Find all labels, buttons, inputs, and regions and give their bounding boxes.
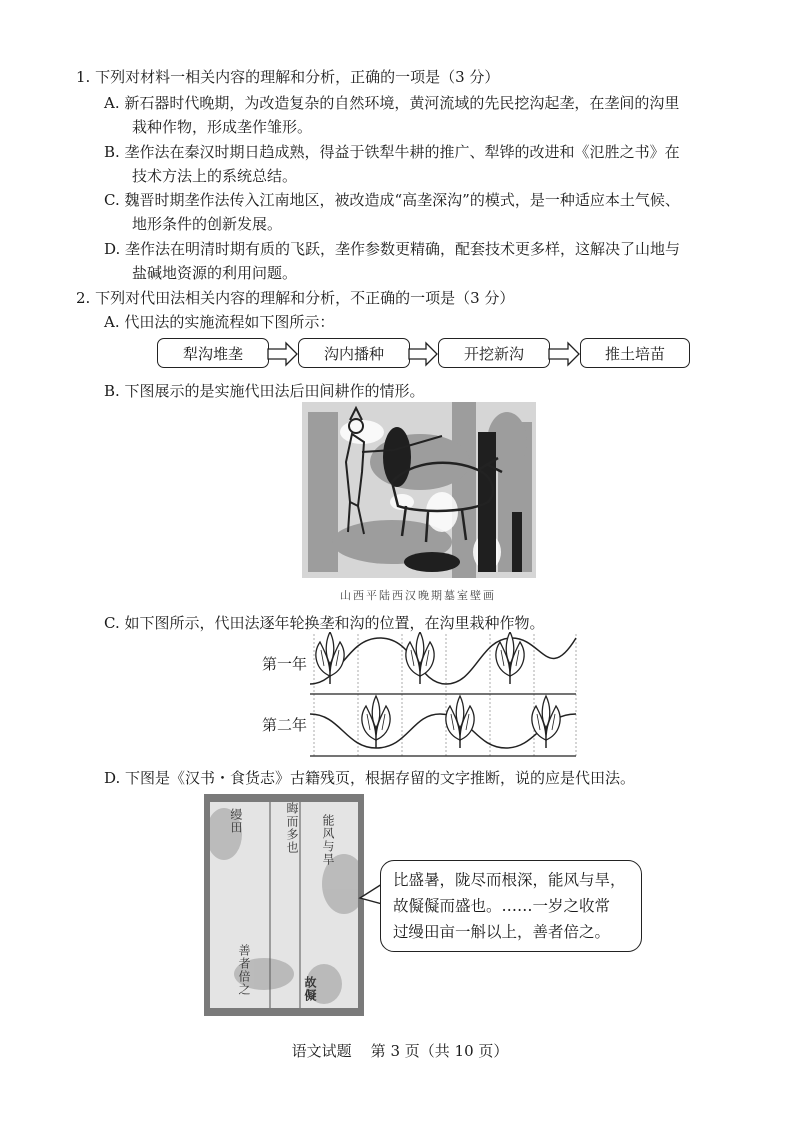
flow-step-4: 推土培苗 — [580, 338, 690, 368]
q2-option-d: D. 下图是《汉书・食货志》古籍残页，根据存留的文字推断，说的应是代田法。 — [104, 769, 636, 787]
fragment-text-5: 故儗 — [303, 976, 317, 1002]
flow-arrow-1 — [268, 343, 297, 365]
flow-arrows — [0, 338, 800, 370]
q2-option-b: B. 下图展示的是实施代田法后田间耕作的情形。 — [104, 382, 425, 400]
fragment-text-1: 缦田 — [229, 808, 243, 834]
fragment-text-3: 能风与旱 — [321, 814, 335, 866]
bubble-line-1: 比盛暑，陇尽而根深，能风与旱， — [393, 871, 626, 889]
q1-option-c-line1: C. 魏晋时期垄作法传入江南地区，被改造成“高垄深沟”的模式，是一种适应本土气候、 — [104, 191, 680, 209]
question-2-stem: 2. 下列对代田法相关内容的理解和分析，不正确的一项是（3 分） — [76, 289, 515, 307]
flow-step-2: 沟内播种 — [298, 338, 410, 368]
q1-option-a-line2: 栽种作物，形成垄作雏形。 — [132, 118, 313, 136]
year-1-plant-2 — [406, 632, 434, 684]
year-1-label: 第一年 — [262, 655, 308, 673]
year-2-row — [310, 696, 576, 756]
year-2-plant-1 — [362, 696, 390, 748]
flow-step-3: 开挖新沟 — [438, 338, 550, 368]
fragment-text-2: 晦而多也 — [285, 802, 299, 854]
flow-arrow-3 — [549, 343, 579, 365]
q1-option-d-line1: D. 垄作法在明清时期有质的飞跃，垄作参数更精确，配套技术更多样，这解决了山地与 — [104, 240, 681, 258]
q1-option-d-line2: 盐碱地资源的利用问题。 — [132, 264, 298, 282]
bubble-line-3: 过缦田亩一斛以上，善者倍之。 — [393, 923, 611, 941]
q1-option-c-line2: 地形条件的创新发展。 — [132, 215, 283, 233]
tomb-mural-image — [302, 402, 536, 578]
fragment-text-4: 善者倍之 — [237, 944, 251, 996]
q2-option-a: A. 代田法的实施流程如下图所示： — [104, 313, 335, 331]
year-1-plant-1 — [316, 632, 344, 684]
question-1-stem: 1. 下列对材料一相关内容的理解和分析，正确的一项是（3 分） — [76, 68, 500, 86]
year-2-plant-2 — [446, 696, 474, 748]
year-2-plant-3 — [532, 696, 560, 748]
q1-option-b-line2: 技术方法上的系统总结。 — [132, 167, 298, 185]
bubble-line-2: 故儗儗而盛也。……一岁之收常 — [393, 897, 611, 915]
year-1-row — [310, 632, 576, 694]
q1-option-b-line1: B. 垄作法在秦汉时期日趋成熟，得益于铁犁牛耕的推广、犁铧的改进和《氾胜之书》在 — [104, 143, 680, 161]
ridge-furrow-diagram — [300, 632, 590, 762]
flow-arrow-2 — [409, 343, 437, 365]
q1-option-a-line1: A. 新石器时代晚期，为改造复杂的自然环境，黄河流域的先民挖沟起垄，在垄间的沟里 — [104, 94, 680, 112]
mural-caption: 山西平陆西汉晚期墓室壁画 — [340, 589, 496, 602]
flow-step-1: 犁沟堆垄 — [157, 338, 269, 368]
transcription-bubble — [380, 860, 642, 952]
page-footer: 语文试题 第 3 页（共 10 页） — [291, 1042, 509, 1060]
year-2-label: 第二年 — [262, 716, 308, 734]
q2-option-c: C. 如下图所示，代田法逐年轮换垄和沟的位置，在沟里栽种作物。 — [104, 614, 545, 632]
year-1-wave — [310, 638, 576, 684]
